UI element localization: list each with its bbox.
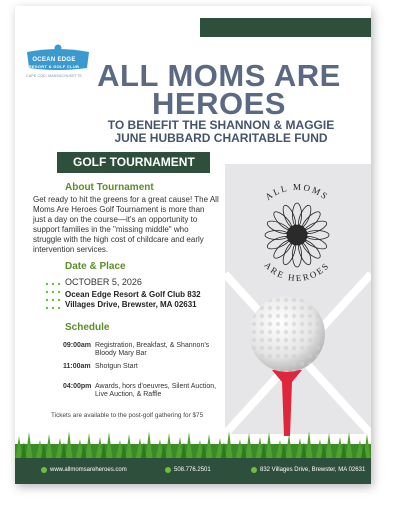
phone-icon xyxy=(165,467,171,473)
page-title: ALL MOMS ARE HEROES xyxy=(97,58,341,121)
golf-ball-on-tee xyxy=(242,296,332,436)
golf-tournament-banner xyxy=(57,152,210,173)
schedule-time: 04:00pm xyxy=(63,383,92,390)
badge-top-text: ALL MOMS xyxy=(263,181,331,203)
svg-text:ARE HEROES xyxy=(262,260,331,283)
schedule-row xyxy=(63,342,223,358)
logo-line-1: OCEAN EDGE xyxy=(32,57,76,63)
decorative-dots xyxy=(45,282,65,322)
globe-icon xyxy=(41,467,47,473)
date-place-heading: Date & Place xyxy=(65,261,126,272)
location-pin-icon xyxy=(251,467,257,473)
footer-bar xyxy=(15,458,371,484)
address-text: 832 Villages Drive, Brewster, MA 02631 xyxy=(260,467,366,473)
all-moms-are-heroes-badge xyxy=(238,176,356,294)
schedule-desc: Registration, Breakfast, & Shannon's Bloody Mary Bar xyxy=(95,342,210,357)
schedule-heading: Schedule xyxy=(65,322,110,333)
event-venue: Ocean Edge Resort & Golf Club 832 Villages Drive, Brewster, MA 02631 xyxy=(65,290,201,309)
schedule-time: 09:00am xyxy=(63,342,92,349)
footer-phone[interactable] xyxy=(165,467,211,473)
schedule-time: 11:00am xyxy=(63,363,91,370)
flyer xyxy=(15,6,371,484)
website-text: www.allmomsareheroes.com xyxy=(50,467,127,473)
schedule-desc: Awards, hors d'oeuvres, Silent Auction, Live Auction, & Raffle xyxy=(95,383,217,398)
top-accent-bar xyxy=(200,18,371,37)
phone-text: 508.776.2501 xyxy=(174,467,211,473)
about-body: Get ready to hit the greens for a great cause! The All Moms Are Heroes Golf Tournament is more than just a day on the course—it's an opportunity to support families in the "missing middle" who struggle with the high cost of childcare and early intervention services. xyxy=(33,195,219,254)
logo-line-2: RESORT & GOLF CLUB xyxy=(28,64,80,69)
schedule-row xyxy=(63,383,223,399)
svg-text:ALL MOMS xyxy=(263,182,330,202)
golf-tournament-label: GOLF TOURNAMENT xyxy=(73,155,195,169)
about-heading: About Tournament xyxy=(65,182,154,193)
tickets-note: Tickets are available to the post-golf gathering for $75 xyxy=(51,412,204,419)
logo-line-3: CAPE COD, MASSACHUSETTS xyxy=(26,74,82,78)
badge-bottom-text: ARE HEROES xyxy=(262,259,332,284)
event-date: OCTOBER 5, 2026 xyxy=(65,277,142,287)
footer-website[interactable] xyxy=(41,467,127,473)
schedule-row xyxy=(63,363,223,371)
schedule-desc: Shotgun Start xyxy=(95,363,138,370)
footer-address xyxy=(251,467,365,473)
schedule-list xyxy=(63,342,223,399)
page-subtitle: TO BENEFIT THE SHANNON & MAGGIE JUNE HUBBARD CHARITABLE FUND xyxy=(107,118,335,145)
